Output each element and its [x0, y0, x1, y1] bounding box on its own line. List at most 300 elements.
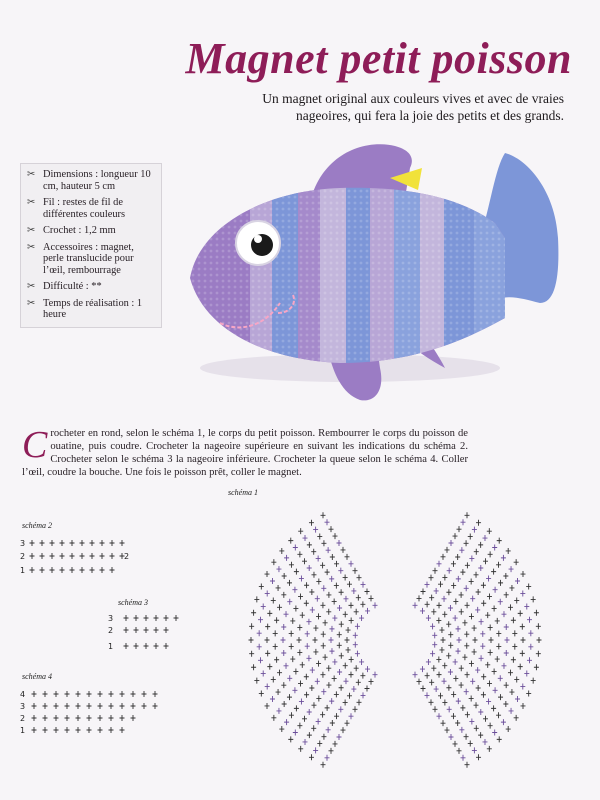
stitch-symbol — [453, 659, 458, 665]
stitch-symbol — [425, 601, 430, 607]
stitch-symbol — [472, 649, 477, 655]
stitch-symbol — [474, 702, 479, 708]
stitch-symbol — [521, 637, 526, 643]
stitch-symbol — [304, 600, 309, 606]
stitch-symbol — [311, 549, 316, 555]
stitch-symbol — [481, 692, 486, 698]
stitch-symbol — [343, 596, 348, 602]
stitch-symbol — [277, 604, 282, 610]
stitch-symbol — [506, 548, 511, 554]
stitch-symbol — [337, 669, 342, 675]
stitch-symbol — [453, 599, 458, 605]
row-number: 3 — [20, 702, 26, 711]
stitch-symbol — [439, 627, 444, 633]
stitch-symbol — [134, 627, 139, 633]
stitch-symbol — [504, 624, 509, 630]
row-number: 3 — [20, 539, 26, 548]
stitch-symbol — [520, 684, 525, 690]
stitch-symbol — [349, 617, 354, 623]
stitch-symbol — [354, 609, 359, 615]
stitch-symbol — [483, 716, 488, 722]
stitch-symbol — [40, 553, 45, 559]
stitch-symbol — [482, 535, 487, 541]
stitch-symbol — [87, 691, 92, 697]
stitch-symbol — [481, 600, 486, 606]
stitch-symbol — [438, 581, 443, 587]
stitch-symbol — [287, 599, 292, 605]
stitch-symbol — [131, 715, 136, 721]
dropcap: C — [22, 423, 48, 466]
stitch-symbol — [509, 585, 514, 591]
stitch-symbol — [478, 565, 483, 571]
stitch-symbol — [420, 666, 425, 672]
stitch-symbol — [298, 594, 303, 600]
stitch-symbol — [459, 592, 464, 598]
stitch-symbol — [261, 603, 266, 609]
stitch-symbol — [420, 608, 425, 614]
stitch-symbol — [306, 655, 311, 661]
stitch-symbol — [473, 637, 478, 643]
stitch-symbol — [313, 527, 318, 533]
stitch-symbol — [508, 670, 513, 676]
stitch-symbol — [40, 567, 45, 573]
stitch-symbol — [359, 615, 364, 621]
stitch-symbol — [476, 754, 481, 760]
stitch-symbol — [469, 579, 474, 585]
stitch-symbol — [498, 675, 503, 681]
stitch-symbol — [498, 694, 503, 700]
stitch-symbol — [281, 637, 286, 643]
stitch-symbol — [478, 542, 483, 548]
stitch-symbol — [304, 692, 309, 698]
stitch-symbol — [265, 590, 270, 596]
stitch-symbol — [487, 594, 492, 600]
scissors-icon: ✂ — [27, 241, 36, 253]
stitch-symbol — [313, 747, 318, 753]
stitch-symbol — [492, 669, 497, 675]
stitch-symbol — [321, 689, 326, 695]
stitch-symbol — [497, 538, 502, 544]
stitch-symbol — [304, 582, 309, 588]
stitch-symbol — [462, 620, 467, 626]
stitch-symbol — [526, 583, 531, 589]
stitch-symbol — [472, 625, 477, 631]
stitch-symbol — [520, 703, 525, 709]
stitch-symbol — [124, 615, 129, 621]
stitch-symbol — [498, 580, 503, 586]
stitch-symbol — [249, 623, 254, 629]
spec-dimensions: ✂ Dimensions : longueur 10 cm, hauteur 5 cm — [27, 169, 151, 192]
stitch-symbol — [281, 624, 286, 630]
stitch-symbol — [429, 679, 434, 685]
stitch-symbol — [70, 567, 75, 573]
stitch-symbol — [43, 703, 48, 709]
stitch-symbol — [356, 679, 361, 685]
stitch-symbol — [287, 694, 292, 700]
stitch-symbol — [421, 685, 426, 691]
stitch-symbol — [332, 615, 337, 621]
stitch-symbol — [294, 705, 299, 711]
stitch-symbol — [365, 685, 370, 691]
stitch-symbol — [515, 578, 520, 584]
specs-box — [20, 163, 162, 328]
stitch-symbol — [274, 617, 279, 623]
stitch-symbol — [289, 643, 294, 649]
stitch-symbol — [80, 540, 85, 546]
stitch-symbol — [290, 618, 295, 624]
stitch-symbol — [491, 705, 496, 711]
stitch-symbol — [365, 608, 370, 614]
stitch-symbol — [299, 575, 304, 581]
stitch-symbol — [442, 611, 447, 617]
stitch-symbol — [455, 554, 460, 560]
stitch-symbol — [309, 520, 314, 526]
stitch-symbol — [323, 654, 328, 660]
stitch-symbol — [488, 551, 493, 557]
stitch-symbol — [293, 730, 298, 736]
stitch-symbol — [40, 540, 45, 546]
schema-1-chart — [225, 495, 565, 795]
stitch-symbol — [413, 672, 418, 678]
stitch-symbol — [448, 605, 453, 611]
stitch-symbol — [98, 727, 103, 733]
stitch-symbol — [498, 599, 503, 605]
stitch-symbol — [317, 533, 322, 539]
stitch-symbol — [469, 718, 474, 724]
stitch-symbol — [321, 631, 326, 637]
stitch-symbol — [270, 696, 275, 702]
stitch-symbol — [434, 588, 439, 594]
stitch-symbol — [509, 708, 514, 714]
stitch-symbol — [353, 642, 358, 648]
stitch-symbol — [279, 726, 284, 732]
stitch-symbol — [110, 567, 115, 573]
stitch-symbol — [305, 643, 310, 649]
stitch-symbol — [527, 617, 532, 623]
stitch-symbol — [80, 553, 85, 559]
row-number: 4 — [20, 690, 26, 699]
stitch-symbol — [518, 664, 523, 670]
stitch-symbol — [527, 657, 532, 663]
stitch-symbol — [329, 526, 334, 532]
stitch-symbol — [337, 642, 342, 648]
stitch-symbol — [503, 573, 508, 579]
stitch-symbol — [60, 567, 65, 573]
stitch-symbol — [249, 637, 254, 643]
scissors-icon: ✂ — [27, 225, 36, 236]
stitch-symbol — [309, 589, 314, 595]
stitch-symbol — [534, 664, 539, 670]
stitch-symbol — [261, 671, 266, 677]
stitch-symbol — [434, 686, 439, 692]
stitch-symbol — [447, 568, 452, 574]
stitch-symbol — [287, 580, 292, 586]
fish-photo — [160, 128, 570, 418]
stitch-symbol — [514, 677, 519, 683]
stitch-symbol — [462, 654, 467, 660]
intro-text: Un magnet original aux couleurs vives et avec de vraies nageoires, qui fera la joie des petits et des grands. — [262, 90, 564, 123]
stitch-symbol — [465, 672, 470, 678]
stitch-symbol — [445, 547, 450, 553]
stitch-symbol — [491, 569, 496, 575]
stitch-symbol — [446, 621, 451, 627]
stitch-symbol — [30, 540, 35, 546]
stitch-symbol — [472, 747, 477, 753]
stitch-symbol — [332, 659, 337, 665]
stitch-symbol — [442, 700, 447, 706]
row-number: 1 — [20, 726, 26, 735]
stitch-symbol — [451, 713, 456, 719]
stitch-symbol — [298, 528, 303, 534]
stitch-symbol — [87, 703, 92, 709]
spec-difficulty: ✂ Difficulté : ** — [27, 281, 102, 292]
stitch-symbol — [531, 596, 536, 602]
stitch-symbol — [330, 554, 335, 560]
stitch-symbol — [30, 567, 35, 573]
stitch-symbol — [316, 718, 321, 724]
stitch-symbol — [501, 555, 506, 561]
stitch-symbol — [98, 691, 103, 697]
stitch-symbol — [425, 692, 430, 698]
stitch-symbol — [349, 561, 354, 567]
stitch-symbol — [349, 657, 354, 663]
stitch-symbol — [528, 630, 533, 636]
stitch-symbol — [504, 682, 509, 688]
stitch-symbol — [288, 538, 293, 544]
stitch-symbol — [70, 553, 75, 559]
stitch-symbol — [164, 643, 169, 649]
stitch-symbol — [464, 631, 469, 637]
stitch-symbol — [338, 568, 343, 574]
stitch-symbol — [433, 568, 438, 574]
stitch-symbol — [488, 650, 493, 656]
stitch-symbol — [339, 685, 344, 691]
schema-4-chart — [20, 684, 180, 754]
stitch-symbol — [524, 671, 529, 677]
stitch-symbol — [284, 663, 289, 669]
stitch-symbol — [480, 631, 485, 637]
stitch-symbol — [349, 713, 354, 719]
stitch-symbol — [536, 651, 541, 657]
stitch-symbol — [320, 712, 325, 718]
spec-time: ✂ Temps de réalisation : 1 heure — [27, 297, 143, 320]
stitch-symbol — [293, 669, 298, 675]
stitch-symbol — [339, 621, 344, 627]
stitch-symbol — [330, 720, 335, 726]
stitch-symbol — [50, 553, 55, 559]
stitch-symbol — [292, 687, 297, 693]
stitch-symbol — [334, 561, 339, 567]
stitch-symbol — [518, 610, 523, 616]
stitch-symbol — [514, 559, 519, 565]
stitch-symbol — [337, 605, 342, 611]
stitch-symbol — [334, 713, 339, 719]
stitch-symbol — [320, 672, 325, 678]
stitch-symbol — [488, 624, 493, 630]
stitch-symbol — [457, 748, 462, 754]
stitch-symbol — [451, 561, 456, 567]
stitch-symbol — [492, 730, 497, 736]
stitch-symbol — [511, 617, 516, 623]
stitch-symbol — [304, 674, 309, 680]
stitch-symbol — [480, 643, 485, 649]
stitch-symbol — [430, 651, 435, 657]
scissors-icon: ✂ — [27, 281, 36, 292]
stitch-symbol — [345, 554, 350, 560]
stitch-symbol — [307, 732, 312, 738]
stitch-symbol — [514, 597, 519, 603]
stitch-symbol — [457, 637, 462, 643]
stitch-symbol — [430, 623, 435, 629]
stitch-symbol — [251, 610, 256, 616]
stitch-symbol — [339, 653, 344, 659]
stitch-symbol — [437, 602, 442, 608]
stitch-symbol — [284, 611, 289, 617]
stitch-symbol — [316, 556, 321, 562]
stitch-symbol — [520, 590, 525, 596]
stitch-symbol — [292, 587, 297, 593]
scissors-icon: ✂ — [27, 297, 36, 309]
stitch-symbol — [254, 596, 259, 602]
stitch-symbol — [109, 727, 114, 733]
schema-2-chart — [20, 532, 160, 592]
stitch-symbol — [361, 692, 366, 698]
stitch-symbol — [520, 571, 525, 577]
stitch-symbol — [50, 567, 55, 573]
stitch-symbol — [456, 576, 461, 582]
stitch-symbol — [326, 682, 331, 688]
stitch-symbol — [271, 715, 276, 721]
stitch-symbol — [489, 637, 494, 643]
stitch-symbol — [317, 741, 322, 747]
stitch-symbol — [425, 673, 430, 679]
stitch-symbol — [32, 715, 37, 721]
stitch-symbol — [334, 583, 339, 589]
stitch-symbol — [512, 644, 517, 650]
stitch-symbol — [110, 540, 115, 546]
stitch-symbol — [302, 558, 307, 564]
stitch-symbol — [271, 677, 276, 683]
stitch-symbol — [325, 519, 330, 525]
stitch-symbol — [110, 553, 115, 559]
stitch-symbol — [258, 657, 263, 663]
stitch-symbol — [456, 626, 461, 632]
stitch-symbol — [50, 540, 55, 546]
stitch-symbol — [326, 547, 331, 553]
scissors-icon: ✂ — [27, 169, 36, 180]
stitch-symbol — [297, 637, 302, 643]
stitch-symbol — [326, 727, 331, 733]
stitch-symbol — [273, 644, 278, 650]
stitch-symbol — [294, 569, 299, 575]
stitch-symbol — [356, 595, 361, 601]
stitch-symbol — [512, 630, 517, 636]
stitch-symbol — [496, 562, 501, 568]
stitch-symbol — [465, 512, 470, 518]
stitch-symbol — [343, 574, 348, 580]
stitch-symbol — [460, 569, 465, 575]
stitch-symbol — [417, 679, 422, 685]
stitch-symbol — [315, 596, 320, 602]
stitch-symbol — [321, 762, 326, 768]
stitch-symbol — [492, 605, 497, 611]
row-number: 3 — [108, 614, 114, 623]
stitch-symbol — [465, 762, 470, 768]
stitch-symbol — [329, 648, 334, 654]
stitch-symbol — [273, 630, 278, 636]
schema-3-chart — [108, 610, 208, 670]
stitch-symbol — [43, 715, 48, 721]
stitch-symbol — [120, 540, 125, 546]
stitch-symbol — [315, 678, 320, 684]
stitch-symbol — [134, 615, 139, 621]
stitch-symbol — [429, 575, 434, 581]
stitch-symbol — [54, 691, 59, 697]
stitch-symbol — [32, 727, 37, 733]
stitch-symbol — [124, 643, 129, 649]
stitch-symbol — [441, 554, 446, 560]
stitch-symbol — [485, 662, 490, 668]
stitch-symbol — [276, 708, 281, 714]
stitch-symbol — [258, 617, 263, 623]
stitch-symbol — [297, 551, 302, 557]
stitch-symbol — [307, 565, 312, 571]
stitch-symbol — [465, 562, 470, 568]
stitch-symbol — [365, 666, 370, 672]
stitch-symbol — [303, 739, 308, 745]
stitch-symbol — [343, 678, 348, 684]
stitch-symbol — [496, 712, 501, 718]
stitch-symbol — [300, 662, 305, 668]
stitch-symbol — [109, 691, 114, 697]
stitch-symbol — [337, 632, 342, 638]
stitch-symbol — [459, 727, 464, 733]
stitch-symbol — [98, 703, 103, 709]
stitch-symbol — [60, 540, 65, 546]
stitch-symbol — [43, 727, 48, 733]
row-number: 2 — [20, 714, 26, 723]
stitch-symbol — [526, 691, 531, 697]
stitch-symbol — [353, 568, 358, 574]
stitch-symbol — [154, 643, 159, 649]
stitch-symbol — [313, 649, 318, 655]
stitch-symbol — [369, 679, 374, 685]
stitch-symbol — [120, 715, 125, 721]
stitch-symbol — [351, 686, 356, 692]
spec-yarn: ✂ Fil : restes de fil de différentes couleurs — [27, 197, 126, 220]
stitch-symbol — [333, 533, 338, 539]
schema-4-label: schéma 4 — [22, 672, 52, 681]
stitch-symbol — [445, 727, 450, 733]
stitch-symbol — [474, 549, 479, 555]
stitch-symbol — [334, 691, 339, 697]
stitch-symbol — [288, 736, 293, 742]
stitch-symbol — [433, 706, 438, 712]
stitch-symbol — [426, 659, 431, 665]
stitch-symbol — [341, 547, 346, 553]
stitch-symbol — [76, 691, 81, 697]
stitch-symbol — [265, 624, 270, 630]
stitch-symbol — [154, 615, 159, 621]
stitch-symbol — [453, 741, 458, 747]
stitch-symbol — [254, 678, 259, 684]
stitch-symbol — [373, 672, 378, 678]
stitch-symbol — [459, 665, 464, 671]
stitch-symbol — [343, 611, 348, 617]
stitch-symbol — [348, 602, 353, 608]
stitch-symbol — [87, 715, 92, 721]
stitch-symbol — [353, 706, 358, 712]
